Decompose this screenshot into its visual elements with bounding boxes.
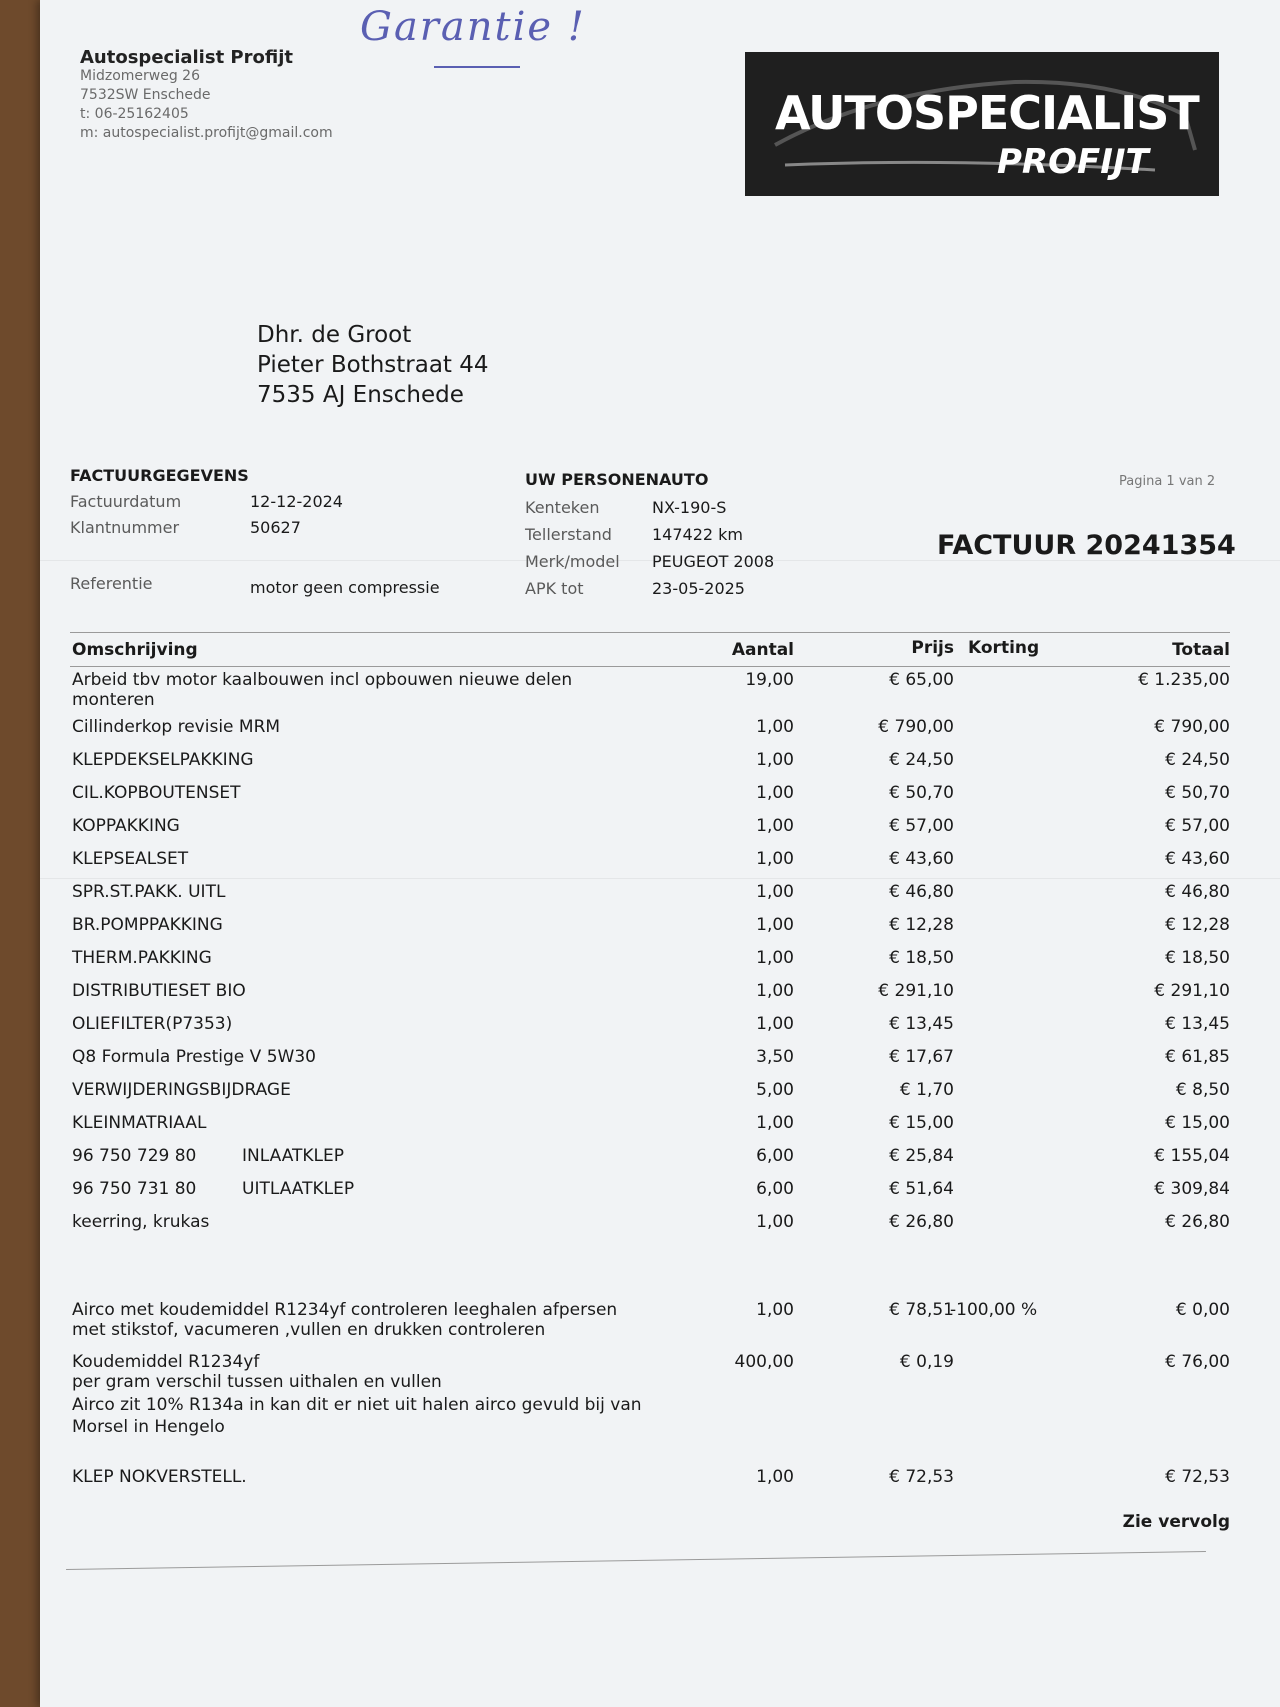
reference-label: Referentie (70, 574, 153, 593)
table-top-rule (70, 632, 1230, 633)
row-total: € 18,50 (1165, 948, 1230, 968)
row-description-line1: VERWIJDERINGSBIJDRAGE (72, 1080, 291, 1100)
row-total: € 13,45 (1165, 1014, 1230, 1034)
row-quantity: 1,00 (756, 717, 794, 737)
row-description-line1: DISTRIBUTIESET BIO (72, 981, 246, 1001)
row-price: € 72,53 (889, 1467, 954, 1487)
apk-row (525, 579, 745, 598)
row-total: € 15,00 (1165, 1113, 1230, 1133)
row-price: € 1,70 (899, 1080, 954, 1100)
invoice-details (70, 466, 440, 597)
model-row (525, 552, 775, 571)
row-description (72, 849, 662, 869)
invoice-details-title: FACTUURGEGEVENS (70, 466, 249, 485)
row-quantity: 1,00 (756, 1212, 794, 1232)
row-description (72, 981, 662, 1001)
invoice-paper (40, 0, 1280, 1707)
row-price: € 18,50 (889, 948, 954, 968)
row-discount: -100,00 % (950, 1300, 1038, 1320)
row-quantity: 6,00 (756, 1179, 794, 1199)
row-price: € 13,45 (889, 1014, 954, 1034)
recipient-address (257, 320, 489, 410)
row-description (72, 717, 662, 737)
row-description (72, 783, 662, 803)
model-label: Merk/model (525, 552, 620, 571)
row-total: € 291,10 (1154, 981, 1230, 1001)
mileage-row (525, 525, 744, 544)
recipient-street: Pieter Bothstraat 44 (257, 352, 489, 378)
row-quantity: 1,00 (756, 1300, 794, 1320)
row-description (72, 948, 662, 968)
row-description (72, 1300, 662, 1340)
row-description (72, 882, 662, 902)
row-description-line1: KLEPSEALSET (72, 849, 189, 869)
row-price: € 15,00 (889, 1113, 954, 1133)
row-description-line2: met stikstof, vacumeren ,vullen en drukken controleren (72, 1320, 546, 1340)
customer-number-label: Klantnummer (70, 518, 180, 537)
row-total: € 155,04 (1154, 1146, 1230, 1166)
row-total: € 1.235,00 (1138, 670, 1230, 690)
row-description-line1: Koudemiddel R1234yf (72, 1352, 260, 1372)
row-description-line1: KLEP NOKVERSTELL. (72, 1467, 247, 1487)
row-description-line1: keerring, krukas (72, 1212, 210, 1232)
invoice-title: FACTUUR 20241354 (937, 530, 1236, 561)
row-description (72, 1146, 662, 1166)
plate-label: Kenteken (525, 498, 600, 517)
row-description (72, 1047, 662, 1067)
row-description (72, 1179, 662, 1199)
handwritten-note: Garantie ! (360, 4, 586, 50)
row-total: € 50,70 (1165, 783, 1230, 803)
row-description-line1: KLEPDEKSELPAKKING (72, 750, 254, 770)
sender-street: Midzomerweg 26 (80, 68, 200, 84)
row-total: € 57,00 (1165, 816, 1230, 836)
row-price: € 24,50 (889, 750, 954, 770)
row-price: € 291,10 (878, 981, 954, 1001)
airco-note: Airco zit 10% R134a in kan dit er niet uit halen airco gevuld bij van Morsel in Hengelo (72, 1395, 642, 1437)
customer-number-row (70, 518, 301, 537)
reference-row (70, 574, 440, 597)
row-quantity: 1,00 (756, 981, 794, 1001)
row-price: € 78,51 (889, 1300, 954, 1320)
row-total: € 12,28 (1165, 915, 1230, 935)
row-description (72, 1352, 662, 1392)
row-description-line1: CIL.KOPBOUTENSET (72, 783, 241, 803)
row-quantity: 3,50 (756, 1047, 794, 1067)
row-total: € 76,00 (1165, 1352, 1230, 1372)
apk-date: 23-05-2025 (652, 579, 745, 598)
handwritten-underline (434, 66, 520, 68)
row-description-line2: per gram verschil tussen uithalen en vullen (72, 1372, 442, 1392)
row-description (72, 1212, 662, 1232)
row-description-line1: Cillinderkop revisie MRM (72, 717, 281, 737)
vehicle-details (525, 470, 775, 598)
row-price: € 0,19 (899, 1352, 954, 1372)
row-description-line1: KLEINMATRIAAL (72, 1113, 207, 1133)
row-total: € 72,53 (1165, 1467, 1230, 1487)
plate-row (525, 498, 727, 517)
col-quantity: Aantal (731, 640, 794, 660)
sender-name: Autospecialist Profijt (80, 47, 293, 68)
recipient-name: Dhr. de Groot (257, 322, 412, 348)
col-total: Totaal (1172, 640, 1230, 660)
col-price: Prijs (911, 638, 954, 658)
row-price: € 43,60 (889, 849, 954, 869)
row-quantity: 400,00 (734, 1352, 794, 1372)
model: PEUGEOT 2008 (652, 552, 775, 571)
col-discount: Korting (968, 638, 1040, 658)
row-price: € 26,80 (889, 1212, 954, 1232)
row-description (72, 915, 662, 935)
row-quantity: 1,00 (756, 849, 794, 869)
row-description-line1: KOPPAKKING (72, 816, 180, 836)
row-total: € 790,00 (1154, 717, 1230, 737)
row-total: € 46,80 (1165, 882, 1230, 902)
company-logo (745, 52, 1219, 196)
sender-postcode-city: 7532SW Enschede (80, 87, 211, 103)
sender-email: m: autospecialist.profijt@gmail.com (80, 125, 333, 141)
row-description-line1: 96 750 729 80 (72, 1146, 197, 1166)
row-quantity: 1,00 (756, 1467, 794, 1487)
recipient-postcode-city: 7535 AJ Enschede (257, 382, 464, 408)
row-description-line1: Q8 Formula Prestige V 5W30 (72, 1047, 316, 1067)
row-quantity: 1,00 (756, 783, 794, 803)
col-description: Omschrijving (72, 640, 198, 660)
row-quantity: 1,00 (756, 1014, 794, 1034)
row-description (72, 1467, 662, 1487)
row-total: € 0,00 (1175, 1300, 1230, 1320)
row-price: € 65,00 (889, 670, 954, 690)
row-price: € 790,00 (878, 717, 954, 737)
plate: NX-190-S (652, 498, 727, 517)
row-total: € 24,50 (1165, 750, 1230, 770)
row-description-line1: SPR.ST.PAKK. UITL (72, 882, 226, 902)
sender-phone: t: 06-25162405 (80, 106, 189, 122)
logo-line1: AUTOSPECIALIST (775, 86, 1199, 140)
invoice-date-label: Factuurdatum (70, 492, 182, 511)
row-price: € 46,80 (889, 882, 954, 902)
row-description-line1: Arbeid tbv motor kaalbouwen incl opbouwen nieuwe delen (72, 670, 573, 690)
row-description-line1: Airco met koudemiddel R1234yf controleren leeghalen afpersen (72, 1300, 618, 1320)
row-price: € 50,70 (889, 783, 954, 803)
row-description-line1: OLIEFILTER(P7353) (72, 1014, 233, 1034)
row-price: € 25,84 (889, 1146, 954, 1166)
row-description-line1: 96 750 731 80 (72, 1179, 197, 1199)
row-total: € 43,60 (1165, 849, 1230, 869)
row-part-name: UITLAATKLEP (242, 1179, 355, 1199)
row-description-line1: BR.POMPPAKKING (72, 915, 223, 935)
row-price: € 17,67 (889, 1047, 954, 1067)
row-quantity: 19,00 (745, 670, 794, 690)
row-quantity: 1,00 (756, 750, 794, 770)
mileage: 147422 km (652, 525, 744, 544)
row-price: € 51,64 (889, 1179, 954, 1199)
row-description-line1: THERM.PAKKING (72, 948, 212, 968)
row-total: € 8,50 (1175, 1080, 1230, 1100)
invoice-date-row (70, 492, 343, 511)
row-total: € 26,80 (1165, 1212, 1230, 1232)
continued-label: Zie vervolg (1122, 1512, 1230, 1532)
row-part-name: INLAATKLEP (242, 1146, 344, 1166)
logo-line2: PROFIJT (997, 142, 1149, 182)
table-header-rule (70, 666, 1230, 667)
row-description (72, 816, 662, 836)
customer-number: 50627 (250, 518, 301, 537)
row-description (72, 750, 662, 770)
vehicle-title: UW PERSONENAUTO (525, 470, 709, 489)
invoice-date: 12-12-2024 (250, 492, 343, 511)
row-quantity: 6,00 (756, 1146, 794, 1166)
row-price: € 12,28 (889, 915, 954, 935)
reference: motor geen compressie (250, 578, 440, 597)
mileage-label: Tellerstand (525, 525, 612, 544)
row-quantity: 1,00 (756, 882, 794, 902)
row-quantity: 1,00 (756, 948, 794, 968)
sender-block (80, 48, 333, 143)
row-description (72, 1080, 662, 1100)
page-number: Pagina 1 van 2 (1119, 474, 1216, 489)
footer-rule (66, 1551, 1206, 1570)
row-quantity: 1,00 (756, 816, 794, 836)
row-description (72, 1113, 662, 1133)
row-quantity: 1,00 (756, 915, 794, 935)
row-description-line2: monteren (72, 690, 155, 710)
row-quantity: 1,00 (756, 1113, 794, 1133)
apk-label: APK tot (525, 579, 584, 598)
row-description (72, 1014, 662, 1034)
row-total: € 309,84 (1154, 1179, 1230, 1199)
row-quantity: 5,00 (756, 1080, 794, 1100)
row-price: € 57,00 (889, 816, 954, 836)
row-total: € 61,85 (1165, 1047, 1230, 1067)
row-description (72, 670, 662, 710)
